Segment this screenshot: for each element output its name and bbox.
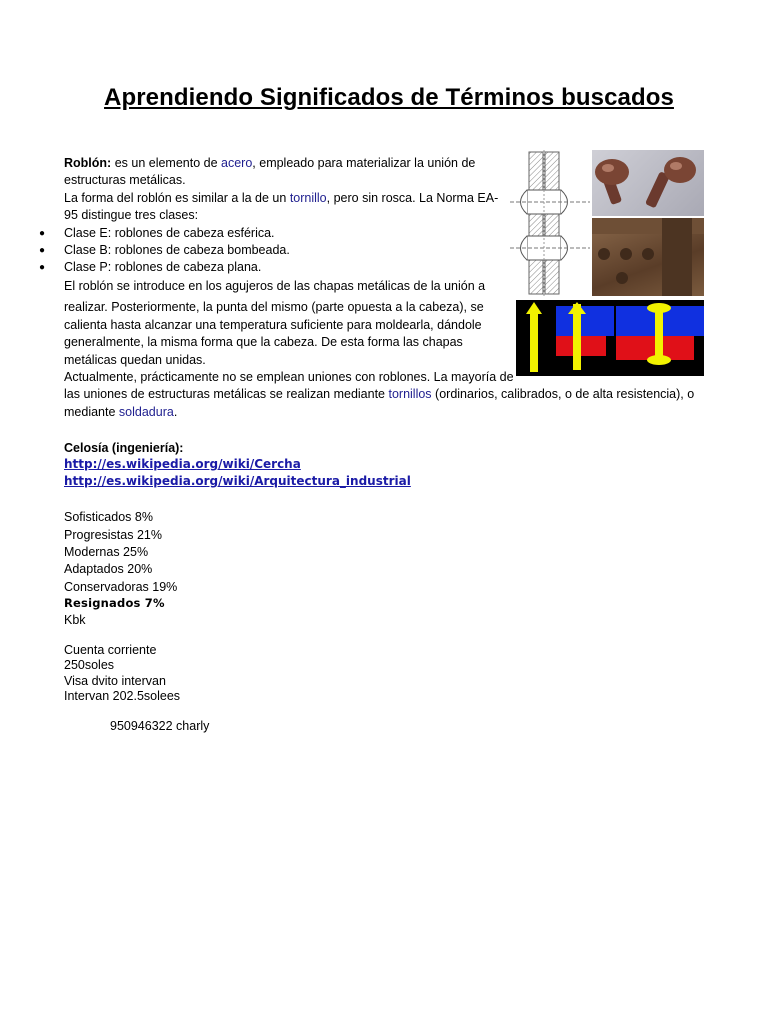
page-title: Aprendiendo Significados de Términos buscados [104,84,674,111]
account-line: Visa dvito intervan [64,674,166,688]
kbk-text: Kbk [64,613,86,627]
roblon-text: . [173,405,178,419]
tornillo-link[interactable]: tornillo [289,191,327,205]
roblon-text: (ordinarios, calibrados, o de alta resistencia), o [431,387,695,401]
class-label: Clase P: roblones de cabeza plana. [64,260,262,274]
class-label: Clase B: roblones de cabeza bombeada. [64,243,290,257]
roblon-line-2: estructuras metálicas. [64,173,186,187]
resignados-stat: Resignados 7% [64,596,165,610]
acero-link[interactable]: acero [221,156,253,170]
roblon-text: , pero sin rosca. La Norma EA- [326,191,499,205]
tornillos-link[interactable]: tornillos [388,387,432,401]
roblon-text: , empleado para materializar la unión de [252,156,476,170]
roblon-term: Roblón: [64,156,112,170]
soldadura-link[interactable]: soldadura [118,405,174,419]
stat-item: Adaptados 20% [64,562,153,576]
class-item [39,259,262,277]
roblon-line-10: Actualmente, prácticamente no se emplean uniones con roblones. La mayoría de [64,370,514,384]
account-line: 250soles [64,658,115,672]
roblon-text: es un elemento de [111,156,222,170]
class-label: Clase E: roblones de cabeza esférica. [64,226,275,240]
bullet-icon: ● [39,262,46,273]
roblon-line-9: metálicas quedan unidas. [64,353,206,367]
stat-item: Modernas 25% [64,545,149,559]
roblon-line-7: calienta hasta alcanzar una temperatura suficiente para moldearla, dándole [64,318,482,332]
stat-item: Conservadoras 19% [64,580,178,594]
roblon-line-6: realizar. Posteriormente, la punta del mismo (parte opuesta a la cabeza), se [64,300,484,314]
stat-item: Sofisticados 8% [64,510,153,524]
roblon-line-3 [64,190,498,208]
roblon-line-5: El roblón se introduce en los agujeros de las chapas metálicas de la unión a [64,279,486,293]
roblon-text: La forma del roblón es similar a la de un [64,191,290,205]
riveted-structure-photo [592,218,704,296]
riveting-process-diagram [516,300,704,376]
roblon-line-11 [64,386,694,404]
arquitectura-industrial-link[interactable]: http://es.wikipedia.org/wiki/Arquitectura_industrial [64,474,411,488]
roblon-line-8: generalmente, la misma forma que la cabeza. De esta forma las chapas [64,335,463,349]
rivets-photo [592,150,704,216]
roblon-line-1 [64,155,475,173]
roblon-line-12 [64,404,177,422]
roblon-line-4: 95 distingue tres clases: [64,208,199,222]
cercha-link[interactable]: http://es.wikipedia.org/wiki/Cercha [64,457,301,471]
class-item [39,225,275,243]
celosia-heading: Celosía (ingeniería): [64,441,184,455]
phone-note: 950946322 charly [110,719,210,733]
account-line: Intervan 202.5solees [64,689,181,703]
stat-item: Progresistas 21% [64,528,162,542]
account-line: Cuenta corriente [64,643,157,657]
bullet-icon: ● [39,245,46,256]
rivet-section-drawing [510,150,590,296]
bullet-icon: ● [39,228,46,239]
roblon-text: las uniones de estructuras metálicas se realizan mediante [64,387,389,401]
roblon-text: mediante [64,405,119,419]
class-item [39,242,290,260]
